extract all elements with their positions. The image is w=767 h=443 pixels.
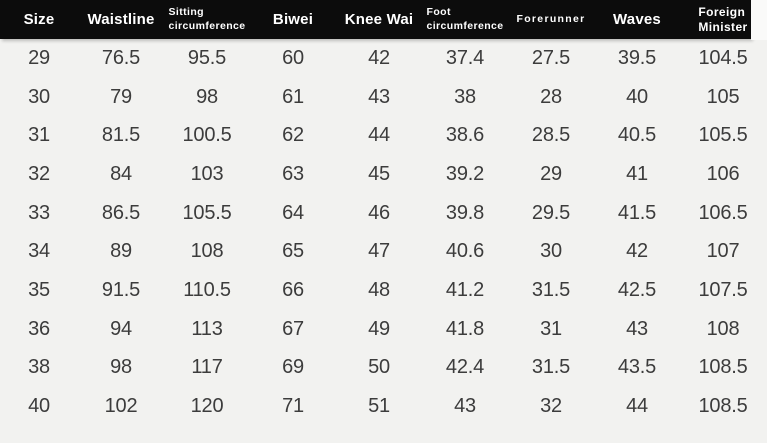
table-cell: 44 [368, 124, 390, 147]
column-header-size [0, 0, 78, 39]
column-header-label: Sitting circumference [168, 6, 246, 32]
table-cell: 29.5 [531, 201, 571, 224]
column-header-knee-wai [336, 0, 422, 39]
table-cell: 28 [540, 85, 562, 108]
column-header-foot-circumference [422, 0, 508, 39]
column-header-label: Waves [613, 11, 661, 28]
table-cell: 69 [282, 356, 304, 379]
table-cell: 27.5 [531, 46, 571, 69]
table-cell: 76.5 [101, 46, 141, 69]
table-cell: 38 [454, 85, 476, 108]
table-cell: 34 [28, 240, 50, 263]
table-cell: 108 [190, 240, 224, 263]
column-header-label: Waistline [87, 11, 155, 28]
table-cell: 105.5 [698, 124, 748, 147]
table-cell: 51 [368, 395, 390, 418]
column-header-label: Biwei [272, 11, 314, 28]
table-cell: 43 [368, 85, 390, 108]
column-header-label: Foreign Minister [698, 5, 748, 34]
table-cell: 46 [368, 201, 390, 224]
table-cell: 39.8 [445, 201, 485, 224]
table-cell: 42 [368, 46, 390, 69]
column-header-waistline [78, 0, 164, 39]
table-cell: 32 [28, 162, 50, 185]
column-header-foreign-minister [680, 0, 766, 39]
table-cell: 38.6 [445, 124, 485, 147]
table-cell: 42.5 [617, 278, 657, 301]
table-cell: 64 [282, 201, 304, 224]
column-header-label: Size [23, 11, 55, 28]
table-cell: 30 [28, 85, 50, 108]
table-cell: 41 [626, 162, 648, 185]
table-cell: 61 [282, 85, 304, 108]
table-cell: 106.5 [698, 201, 748, 224]
table-cell: 41.2 [445, 278, 485, 301]
column-header-label: Foot circumference [426, 6, 504, 32]
table-cell: 105 [706, 85, 740, 108]
table-cell: 63 [282, 162, 304, 185]
table-cell: 36 [28, 317, 50, 340]
table-cell: 37.4 [445, 46, 485, 69]
table-cell: 38 [28, 356, 50, 379]
table-cell: 62 [282, 124, 304, 147]
table-cell: 41.5 [617, 201, 657, 224]
table-cell: 108.5 [698, 395, 748, 418]
table-cell: 102 [104, 395, 138, 418]
column-header-forerunner [508, 0, 594, 39]
table-cell: 43.5 [617, 356, 657, 379]
table-cell: 79 [110, 85, 132, 108]
table-cell: 42.4 [445, 356, 485, 379]
column-header-biwei [250, 0, 336, 39]
table-cell: 44 [626, 395, 648, 418]
column-header-sitting-circumference [164, 0, 250, 39]
table-cell: 98 [110, 356, 132, 379]
table-cell: 108.5 [698, 356, 748, 379]
table-cell: 107 [706, 240, 740, 263]
table-cell: 95.5 [187, 46, 227, 69]
table-cell: 29 [540, 162, 562, 185]
table-cell: 106 [706, 162, 740, 185]
table-cell: 31 [28, 124, 50, 147]
table-cell: 41.8 [445, 317, 485, 340]
table-cell: 31 [540, 317, 562, 340]
table-cell: 35 [28, 278, 50, 301]
table-cell: 60 [282, 46, 304, 69]
table-cell: 40.6 [445, 240, 485, 263]
table-cell: 113 [191, 317, 223, 340]
table-cell: 81.5 [101, 124, 141, 147]
table-cell: 89 [110, 240, 132, 263]
table-cell: 107.5 [698, 278, 748, 301]
table-cell: 39.2 [445, 162, 485, 185]
column-header-waves [594, 0, 680, 39]
table-cell: 49 [368, 317, 390, 340]
table-cell: 30 [540, 240, 562, 263]
column-header-label: Forerunner [516, 12, 586, 25]
table-cell: 66 [282, 278, 304, 301]
table-cell: 100.5 [182, 124, 232, 147]
table-cell: 39.5 [617, 46, 657, 69]
table-cell: 50 [368, 356, 390, 379]
table-cell: 31.5 [531, 356, 571, 379]
table-cell: 110.5 [183, 278, 231, 301]
table-cell: 91.5 [101, 278, 141, 301]
table-cell: 104.5 [698, 46, 748, 69]
table-cell: 84 [110, 162, 132, 185]
table-cell: 28.5 [531, 124, 571, 147]
table-cell: 71 [282, 395, 304, 418]
table-cell: 43 [454, 395, 476, 418]
table-cell: 42 [626, 240, 648, 263]
table-cell: 103 [190, 162, 224, 185]
table-cell: 48 [368, 278, 390, 301]
table-cell: 31.5 [531, 278, 571, 301]
table-cell: 117 [191, 356, 223, 379]
table-cell: 32 [540, 395, 562, 418]
table-cell: 33 [28, 201, 50, 224]
table-cell: 29 [28, 46, 50, 69]
table-cell: 65 [282, 240, 304, 263]
table-cell: 98 [196, 85, 218, 108]
table-cell: 94 [110, 317, 132, 340]
table-cell: 40 [626, 85, 648, 108]
table-cell: 105.5 [182, 201, 232, 224]
table-cell: 86.5 [101, 201, 141, 224]
table-cell: 108 [706, 317, 740, 340]
table-cell: 40.5 [617, 124, 657, 147]
table-cell: 47 [368, 240, 390, 263]
column-header-label: Knee Wai [344, 11, 414, 28]
table-cell: 120 [190, 395, 224, 418]
table-cell: 67 [282, 317, 304, 340]
table-cell: 40 [28, 395, 50, 418]
table-cell: 45 [368, 162, 390, 185]
table-cell: 43 [626, 317, 648, 340]
